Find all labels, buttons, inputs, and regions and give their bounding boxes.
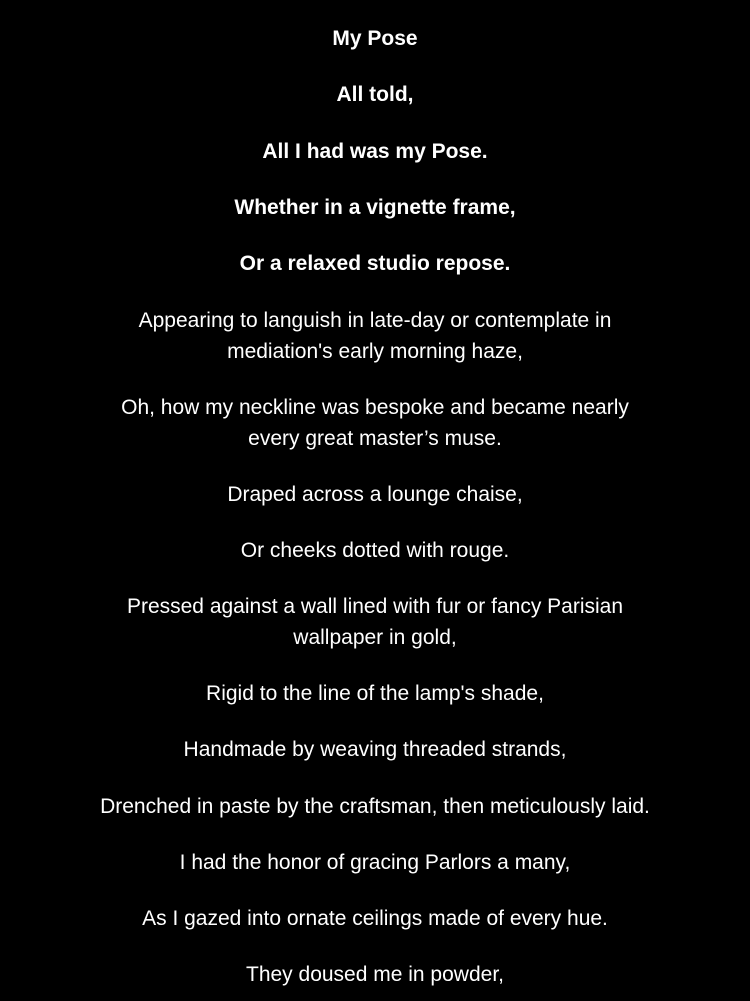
poem-line: I had the honor of gracing Parlors a many, — [179, 851, 571, 874]
poem-line: Rigid to the line of the lamp's shade, — [206, 682, 544, 705]
poem-title: My Pose — [332, 27, 418, 50]
poem-line: Draped across a lounge chaise, — [227, 483, 523, 506]
poem-line: Whether in a vignette frame, — [234, 196, 516, 219]
poem-line: Or a relaxed studio repose. — [239, 252, 511, 275]
poem-line: Oh, how my neckline was bespoke and became nearly — [121, 396, 629, 419]
poem-line: As I gazed into ornate ceilings made of every hue. — [142, 907, 608, 930]
poem-line: Appearing to languish in late-day or contemplate in — [138, 309, 612, 332]
poem-line: wallpaper in gold, — [293, 626, 457, 649]
poem-line: All I had was my Pose. — [262, 140, 488, 163]
poem-line: mediation's early morning haze, — [227, 340, 523, 363]
poem-line: Drenched in paste by the craftsman, then meticulously laid. — [100, 795, 650, 818]
poem-line: They doused me in powder, — [246, 963, 504, 986]
poem-line: Handmade by weaving threaded strands, — [183, 738, 567, 761]
poem-line: Pressed against a wall lined with fur or fancy Parisian — [126, 595, 624, 618]
poem-line: All told, — [336, 83, 414, 106]
poem-line: every great master’s muse. — [248, 427, 502, 450]
poem-line: Or cheeks dotted with rouge. — [240, 539, 510, 562]
